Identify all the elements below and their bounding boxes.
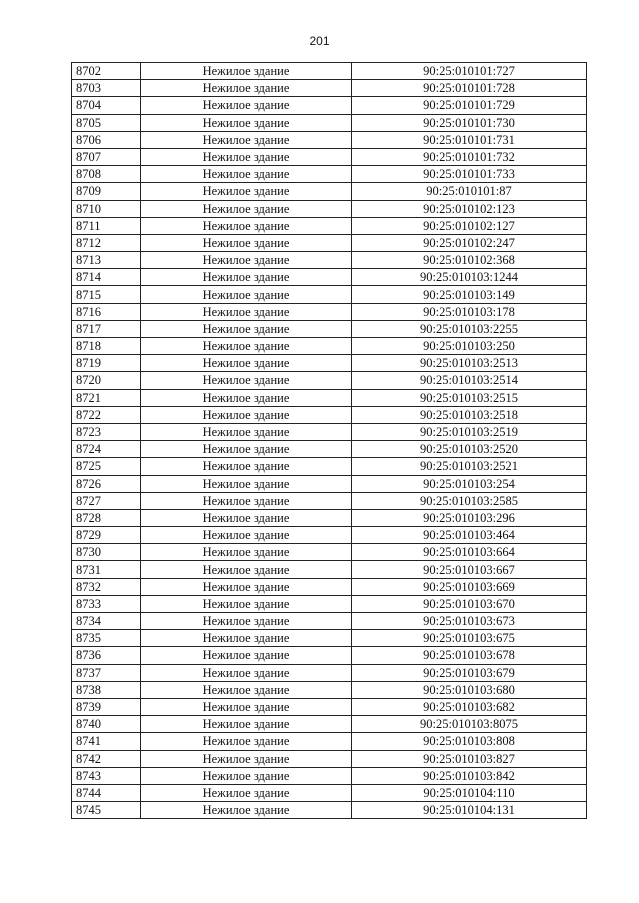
object-type-cell: Нежилое здание bbox=[141, 406, 352, 423]
cadastral-number-cell: 90:25:010104:131 bbox=[352, 802, 587, 819]
cadastral-number-cell: 90:25:010103:2520 bbox=[352, 441, 587, 458]
table-row bbox=[72, 286, 587, 303]
table-row bbox=[72, 389, 587, 406]
object-type-cell: Нежилое здание bbox=[141, 269, 352, 286]
row-number-cell: 8725 bbox=[72, 458, 141, 475]
row-number-cell: 8733 bbox=[72, 595, 141, 612]
object-type-cell: Нежилое здание bbox=[141, 423, 352, 440]
cadastral-number-cell: 90:25:010103:1244 bbox=[352, 269, 587, 286]
object-type-cell: Нежилое здание bbox=[141, 200, 352, 217]
object-type-cell: Нежилое здание bbox=[141, 148, 352, 165]
cadastral-number-cell: 90:25:010101:727 bbox=[352, 63, 587, 80]
row-number-cell: 8716 bbox=[72, 303, 141, 320]
row-number-cell: 8705 bbox=[72, 114, 141, 131]
object-type-cell: Нежилое здание bbox=[141, 372, 352, 389]
object-type-cell: Нежилое здание bbox=[141, 802, 352, 819]
table-row bbox=[72, 320, 587, 337]
row-number-cell: 8702 bbox=[72, 63, 141, 80]
table-row bbox=[72, 441, 587, 458]
row-number-cell: 8729 bbox=[72, 527, 141, 544]
table-row bbox=[72, 492, 587, 509]
table-row bbox=[72, 200, 587, 217]
row-number-cell: 8704 bbox=[72, 97, 141, 114]
row-number-cell: 8740 bbox=[72, 716, 141, 733]
table-row bbox=[72, 148, 587, 165]
cadastral-number-cell: 90:25:010102:123 bbox=[352, 200, 587, 217]
cadastral-number-cell: 90:25:010103:8075 bbox=[352, 716, 587, 733]
cadastral-number-cell: 90:25:010103:680 bbox=[352, 681, 587, 698]
cadastral-number-cell: 90:25:010103:675 bbox=[352, 630, 587, 647]
object-type-cell: Нежилое здание bbox=[141, 475, 352, 492]
row-number-cell: 8721 bbox=[72, 389, 141, 406]
cadastral-number-cell: 90:25:010103:673 bbox=[352, 613, 587, 630]
cadastral-number-cell: 90:25:010103:664 bbox=[352, 544, 587, 561]
object-type-cell: Нежилое здание bbox=[141, 217, 352, 234]
table-row bbox=[72, 561, 587, 578]
table-row bbox=[72, 509, 587, 526]
row-number-cell: 8741 bbox=[72, 733, 141, 750]
row-number-cell: 8723 bbox=[72, 423, 141, 440]
table-row bbox=[72, 80, 587, 97]
object-type-cell: Нежилое здание bbox=[141, 561, 352, 578]
object-type-cell: Нежилое здание bbox=[141, 63, 352, 80]
object-type-cell: Нежилое здание bbox=[141, 595, 352, 612]
object-type-cell: Нежилое здание bbox=[141, 647, 352, 664]
table-row bbox=[72, 458, 587, 475]
row-number-cell: 8743 bbox=[72, 767, 141, 784]
cadastral-number-cell: 90:25:010103:2514 bbox=[352, 372, 587, 389]
table-row bbox=[72, 303, 587, 320]
row-number-cell: 8726 bbox=[72, 475, 141, 492]
object-type-cell: Нежилое здание bbox=[141, 733, 352, 750]
object-type-cell: Нежилое здание bbox=[141, 767, 352, 784]
page-number: 201 bbox=[309, 34, 330, 48]
table-row bbox=[72, 767, 587, 784]
row-number-cell: 8713 bbox=[72, 252, 141, 269]
table-row bbox=[72, 423, 587, 440]
cadastral-number-cell: 90:25:010101:730 bbox=[352, 114, 587, 131]
table-row bbox=[72, 733, 587, 750]
object-type-cell: Нежилое здание bbox=[141, 131, 352, 148]
cadastral-number-cell: 90:25:010103:250 bbox=[352, 338, 587, 355]
object-type-cell: Нежилое здание bbox=[141, 303, 352, 320]
cadastral-number-cell: 90:25:010103:178 bbox=[352, 303, 587, 320]
cadastral-number-cell: 90:25:010103:2513 bbox=[352, 355, 587, 372]
object-type-cell: Нежилое здание bbox=[141, 544, 352, 561]
table-row bbox=[72, 63, 587, 80]
table-row bbox=[72, 234, 587, 251]
row-number-cell: 8709 bbox=[72, 183, 141, 200]
object-type-cell: Нежилое здание bbox=[141, 166, 352, 183]
table-row bbox=[72, 630, 587, 647]
cadastral-number-cell: 90:25:010103:149 bbox=[352, 286, 587, 303]
cadastral-number-cell: 90:25:010103:296 bbox=[352, 509, 587, 526]
object-type-cell: Нежилое здание bbox=[141, 320, 352, 337]
row-number-cell: 8745 bbox=[72, 802, 141, 819]
row-number-cell: 8738 bbox=[72, 681, 141, 698]
object-type-cell: Нежилое здание bbox=[141, 681, 352, 698]
table-row bbox=[72, 750, 587, 767]
property-table bbox=[71, 62, 587, 819]
cadastral-number-cell: 90:25:010103:679 bbox=[352, 664, 587, 681]
cadastral-number-cell: 90:25:010103:678 bbox=[352, 647, 587, 664]
row-number-cell: 8711 bbox=[72, 217, 141, 234]
row-number-cell: 8739 bbox=[72, 698, 141, 715]
table-row bbox=[72, 716, 587, 733]
object-type-cell: Нежилое здание bbox=[141, 664, 352, 681]
row-number-cell: 8728 bbox=[72, 509, 141, 526]
table-row bbox=[72, 527, 587, 544]
table-row bbox=[72, 475, 587, 492]
object-type-cell: Нежилое здание bbox=[141, 509, 352, 526]
table-row bbox=[72, 802, 587, 819]
cadastral-number-cell: 90:25:010103:2521 bbox=[352, 458, 587, 475]
object-type-cell: Нежилое здание bbox=[141, 630, 352, 647]
row-number-cell: 8742 bbox=[72, 750, 141, 767]
object-type-cell: Нежилое здание bbox=[141, 286, 352, 303]
row-number-cell: 8734 bbox=[72, 613, 141, 630]
row-number-cell: 8727 bbox=[72, 492, 141, 509]
object-type-cell: Нежилое здание bbox=[141, 252, 352, 269]
row-number-cell: 8724 bbox=[72, 441, 141, 458]
row-number-cell: 8717 bbox=[72, 320, 141, 337]
table-row bbox=[72, 269, 587, 286]
cadastral-number-cell: 90:25:010101:731 bbox=[352, 131, 587, 148]
cadastral-number-cell: 90:25:010103:808 bbox=[352, 733, 587, 750]
object-type-cell: Нежилое здание bbox=[141, 80, 352, 97]
table-row bbox=[72, 183, 587, 200]
object-type-cell: Нежилое здание bbox=[141, 698, 352, 715]
table-row bbox=[72, 613, 587, 630]
cadastral-number-cell: 90:25:010103:2585 bbox=[352, 492, 587, 509]
cadastral-number-cell: 90:25:010103:842 bbox=[352, 767, 587, 784]
object-type-cell: Нежилое здание bbox=[141, 492, 352, 509]
cadastral-number-cell: 90:25:010103:670 bbox=[352, 595, 587, 612]
row-number-cell: 8735 bbox=[72, 630, 141, 647]
cadastral-number-cell: 90:25:010103:682 bbox=[352, 698, 587, 715]
row-number-cell: 8718 bbox=[72, 338, 141, 355]
table-row bbox=[72, 372, 587, 389]
table-row bbox=[72, 784, 587, 801]
row-number-cell: 8720 bbox=[72, 372, 141, 389]
cadastral-number-cell: 90:25:010103:667 bbox=[352, 561, 587, 578]
row-number-cell: 8730 bbox=[72, 544, 141, 561]
object-type-cell: Нежилое здание bbox=[141, 750, 352, 767]
cadastral-number-cell: 90:25:010103:2515 bbox=[352, 389, 587, 406]
row-number-cell: 8710 bbox=[72, 200, 141, 217]
table-row bbox=[72, 338, 587, 355]
cadastral-number-cell: 90:25:010103:464 bbox=[352, 527, 587, 544]
object-type-cell: Нежилое здание bbox=[141, 613, 352, 630]
row-number-cell: 8722 bbox=[72, 406, 141, 423]
table-row bbox=[72, 166, 587, 183]
row-number-cell: 8732 bbox=[72, 578, 141, 595]
table-row bbox=[72, 681, 587, 698]
row-number-cell: 8707 bbox=[72, 148, 141, 165]
row-number-cell: 8736 bbox=[72, 647, 141, 664]
cadastral-number-cell: 90:25:010103:2255 bbox=[352, 320, 587, 337]
table-row bbox=[72, 252, 587, 269]
table-row bbox=[72, 131, 587, 148]
table-row bbox=[72, 406, 587, 423]
row-number-cell: 8712 bbox=[72, 234, 141, 251]
object-type-cell: Нежилое здание bbox=[141, 338, 352, 355]
row-number-cell: 8706 bbox=[72, 131, 141, 148]
cadastral-number-cell: 90:25:010102:368 bbox=[352, 252, 587, 269]
object-type-cell: Нежилое здание bbox=[141, 114, 352, 131]
table-row bbox=[72, 97, 587, 114]
table-row bbox=[72, 664, 587, 681]
cadastral-number-cell: 90:25:010103:669 bbox=[352, 578, 587, 595]
cadastral-number-cell: 90:25:010101:87 bbox=[352, 183, 587, 200]
cadastral-number-cell: 90:25:010102:247 bbox=[352, 234, 587, 251]
table-row bbox=[72, 647, 587, 664]
cadastral-number-cell: 90:25:010102:127 bbox=[352, 217, 587, 234]
table-row bbox=[72, 217, 587, 234]
object-type-cell: Нежилое здание bbox=[141, 97, 352, 114]
row-number-cell: 8703 bbox=[72, 80, 141, 97]
table-row bbox=[72, 698, 587, 715]
row-number-cell: 8714 bbox=[72, 269, 141, 286]
table-row bbox=[72, 114, 587, 131]
table-row bbox=[72, 595, 587, 612]
row-number-cell: 8708 bbox=[72, 166, 141, 183]
row-number-cell: 8715 bbox=[72, 286, 141, 303]
cadastral-number-cell: 90:25:010103:827 bbox=[352, 750, 587, 767]
object-type-cell: Нежилое здание bbox=[141, 183, 352, 200]
row-number-cell: 8744 bbox=[72, 784, 141, 801]
cadastral-number-cell: 90:25:010101:728 bbox=[352, 80, 587, 97]
cadastral-number-cell: 90:25:010103:2519 bbox=[352, 423, 587, 440]
table-row bbox=[72, 355, 587, 372]
cadastral-number-cell: 90:25:010103:254 bbox=[352, 475, 587, 492]
row-number-cell: 8731 bbox=[72, 561, 141, 578]
cadastral-number-cell: 90:25:010101:729 bbox=[352, 97, 587, 114]
object-type-cell: Нежилое здание bbox=[141, 527, 352, 544]
cadastral-number-cell: 90:25:010101:733 bbox=[352, 166, 587, 183]
row-number-cell: 8737 bbox=[72, 664, 141, 681]
object-type-cell: Нежилое здание bbox=[141, 389, 352, 406]
object-type-cell: Нежилое здание bbox=[141, 578, 352, 595]
object-type-cell: Нежилое здание bbox=[141, 234, 352, 251]
object-type-cell: Нежилое здание bbox=[141, 458, 352, 475]
cadastral-number-cell: 90:25:010103:2518 bbox=[352, 406, 587, 423]
cadastral-number-cell: 90:25:010104:110 bbox=[352, 784, 587, 801]
object-type-cell: Нежилое здание bbox=[141, 355, 352, 372]
cadastral-number-cell: 90:25:010101:732 bbox=[352, 148, 587, 165]
table-row bbox=[72, 544, 587, 561]
table-row bbox=[72, 578, 587, 595]
row-number-cell: 8719 bbox=[72, 355, 141, 372]
object-type-cell: Нежилое здание bbox=[141, 784, 352, 801]
object-type-cell: Нежилое здание bbox=[141, 716, 352, 733]
property-table-body bbox=[72, 63, 587, 819]
object-type-cell: Нежилое здание bbox=[141, 441, 352, 458]
